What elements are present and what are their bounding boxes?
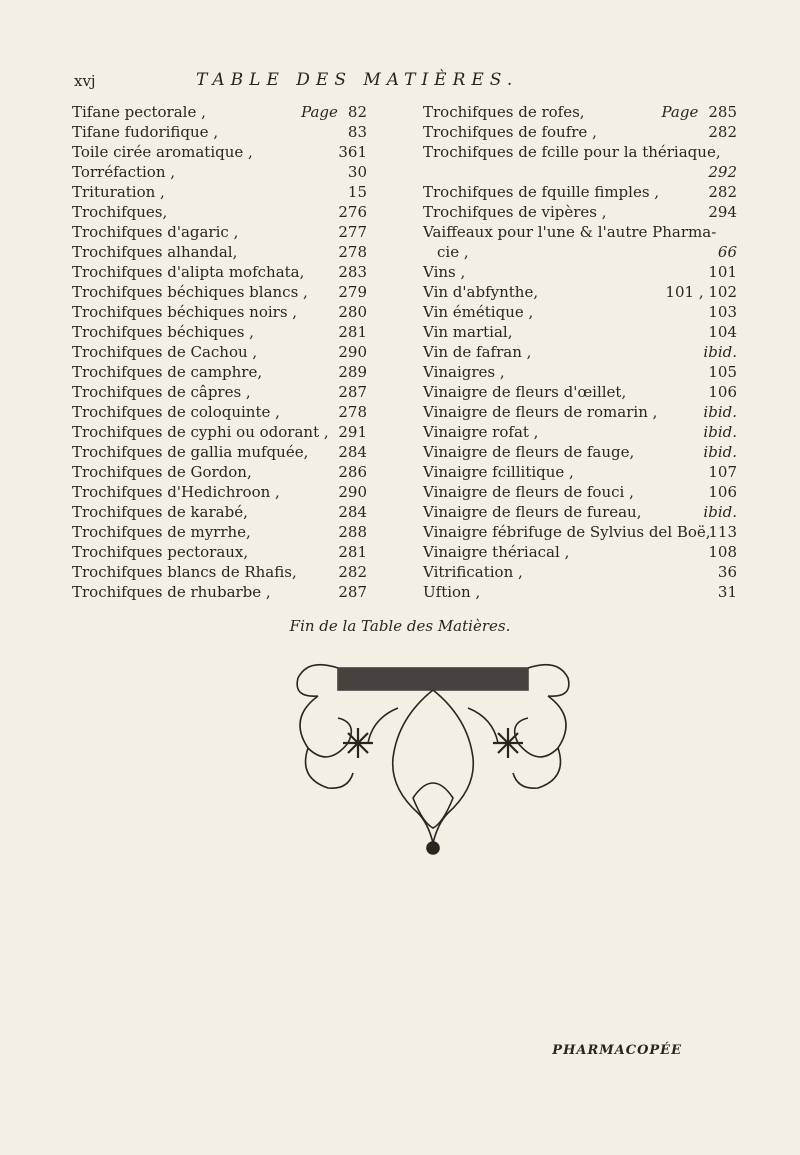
page-reference: 292: [708, 163, 737, 181]
index-entry: [423, 162, 737, 182]
entry-title: Vinaigre fébrifuge de Sylvius del Boë,: [423, 523, 711, 541]
entry-title: Vinaigre fcillitique ,: [423, 463, 574, 481]
page-reference: 286: [338, 463, 367, 481]
page-reference: 294: [708, 203, 737, 221]
entry-title: Trochifques de coloquinte ,: [72, 403, 280, 421]
entry-page: [703, 342, 737, 362]
index-entry: [423, 142, 737, 162]
entry-title: Trochifques pectoraux,: [72, 543, 249, 561]
index-entry: [423, 262, 737, 282]
entry-page: [718, 242, 737, 262]
index-entry: [72, 522, 367, 542]
index-entry: [423, 122, 737, 142]
running-title: TABLE DES MATIÈRES.: [196, 70, 519, 90]
entry-page: [338, 482, 367, 502]
index-entry: [72, 462, 367, 482]
page-reference: 101 , 102: [665, 283, 737, 301]
page-reference: 285: [708, 103, 737, 121]
entry-page: [338, 142, 367, 162]
entry-title: Trochifques de camphre,: [72, 363, 263, 381]
entry-title: Tifane fudorifique ,: [72, 123, 219, 141]
page-reference: 291: [338, 423, 367, 441]
entry-title: Vinaigre de fleurs de fauge,: [423, 443, 635, 461]
index-column-right: [423, 102, 737, 602]
index-entry: [423, 442, 737, 462]
entry-page: [718, 562, 737, 582]
entry-page: [708, 542, 737, 562]
page-reference: 283: [338, 263, 367, 281]
entry-title: Vinaigres ,: [423, 363, 505, 381]
page-reference: 287: [338, 383, 367, 401]
entry-title: Trochifques d'agaric ,: [72, 223, 239, 241]
entry-title: Trochifques de karabé,: [72, 503, 248, 521]
entry-page: [338, 222, 367, 242]
index-entry: [423, 302, 737, 322]
tailpiece-ornament: [278, 648, 588, 858]
index-entry: [423, 502, 737, 522]
entry-title: Trochifques béchiques noirs ,: [72, 303, 298, 321]
entry-title: Vins ,: [423, 263, 466, 281]
entry-page: [708, 302, 737, 322]
page-reference: 284: [338, 443, 367, 461]
entry-page: [338, 422, 367, 442]
entry-page: [338, 322, 367, 342]
entry-page: [338, 202, 367, 222]
entry-title: Trochifques alhandal,: [72, 243, 238, 261]
entry-title: Vinaigre de fleurs de romarin ,: [423, 403, 658, 421]
page-reference: 113: [708, 523, 737, 541]
page-reference: 36: [717, 563, 737, 581]
entry-page: [338, 462, 367, 482]
entry-page: [708, 462, 737, 482]
index-entry: [72, 402, 367, 422]
entry-page: [708, 482, 737, 502]
page-header: [74, 70, 734, 98]
entry-page: [338, 522, 367, 542]
page-reference: 361: [338, 143, 367, 161]
entry-page: [348, 182, 367, 202]
entry-page: [338, 342, 367, 362]
entry-title: Trochifques de myrrhe,: [72, 523, 251, 541]
entry-page: [708, 162, 737, 182]
entry-title: Vin d'abfynthe,: [423, 283, 539, 301]
index-entry: [423, 382, 737, 402]
page-reference: 106: [708, 383, 737, 401]
entry-title: Vinaigre de fleurs de fureau,: [423, 503, 642, 521]
entry-title: Trochifques,: [72, 203, 168, 221]
page-reference: 276: [338, 203, 367, 221]
index-entry: [72, 502, 367, 522]
entry-title: Trochifques de foufre ,: [423, 123, 597, 141]
entry-page: [338, 302, 367, 322]
entry-page: [338, 542, 367, 562]
index-entry: [72, 422, 367, 442]
entry-page: [703, 422, 737, 442]
page-reference: 31: [717, 583, 737, 601]
index-entry: [72, 322, 367, 342]
entry-title: Trochifques de Gordon,: [72, 463, 252, 481]
entry-page: [665, 282, 737, 302]
page-reference: ibid.: [703, 503, 737, 521]
index-entry: [72, 482, 367, 502]
entry-page: [338, 282, 367, 302]
entry-page: [708, 262, 737, 282]
page-reference: 284: [338, 503, 367, 521]
entry-page: [662, 102, 737, 122]
index-entry: [72, 282, 367, 302]
page-reference: 106: [708, 483, 737, 501]
page-reference: ibid.: [703, 443, 737, 461]
page-reference: 15: [347, 183, 367, 201]
page-reference: 282: [708, 183, 737, 201]
entry-title: Vin émétique ,: [423, 303, 534, 321]
page-reference: 83: [347, 123, 367, 141]
index-entry: [72, 362, 367, 382]
entry-page: [338, 382, 367, 402]
page-label: Page: [301, 103, 338, 121]
index-entry: [423, 582, 737, 602]
index-entry: [423, 422, 737, 442]
entry-page: [708, 322, 737, 342]
entry-title: Uftion ,: [423, 583, 481, 601]
page-reference: 104: [708, 323, 737, 341]
entry-title: Toile cirée aromatique ,: [72, 143, 253, 161]
entry-page: [338, 242, 367, 262]
page-reference: 82: [347, 103, 367, 121]
entry-title: Trochifques béchiques blancs ,: [72, 283, 308, 301]
index-entry: [423, 242, 737, 262]
entry-title: Trochifques béchiques ,: [72, 323, 254, 341]
page-reference: 278: [338, 243, 367, 261]
entry-title: Trochifques de fquille fimples ,: [423, 183, 660, 201]
entry-title: Vinaigre rofat ,: [423, 423, 539, 441]
entry-title: Vinaigre thériacal ,: [423, 543, 570, 561]
page-reference: ibid.: [703, 403, 737, 421]
page-reference: 290: [338, 483, 367, 501]
entry-page: [348, 122, 367, 142]
entry-title: Trochifques de Cachou ,: [72, 343, 258, 361]
entry-page: [338, 262, 367, 282]
entry-title: Trochifques de fcille pour la thériaque,: [423, 143, 721, 161]
entry-title: Vin martial,: [423, 323, 513, 341]
index-entry: [423, 482, 737, 502]
index-entry: [72, 562, 367, 582]
page-reference: 281: [338, 323, 367, 341]
index-entry: [423, 322, 737, 342]
page-reference: 290: [338, 343, 367, 361]
entry-title: Trochifques de gallia mufquée,: [72, 443, 309, 461]
entry-title: Trochifques de cyphi ou odorant ,: [72, 423, 329, 441]
index-entry: [72, 262, 367, 282]
entry-title: Trochifques d'Hedichroon ,: [72, 483, 280, 501]
entry-page: [703, 442, 737, 462]
page-reference: 103: [708, 303, 737, 321]
index-entry: [72, 102, 367, 122]
index-entry: [72, 442, 367, 462]
entry-page: [338, 562, 367, 582]
entry-page: [708, 122, 737, 142]
entry-page: [301, 102, 367, 122]
entry-page: [338, 362, 367, 382]
entry-page: [338, 502, 367, 522]
index-entry: [423, 402, 737, 422]
catchword: PHARMACOPÉE: [552, 1043, 682, 1058]
index-entry: [423, 462, 737, 482]
page-label: Page: [661, 103, 699, 121]
index-entry: [72, 542, 367, 562]
entry-title: Trochifques de rhubarbe ,: [72, 583, 271, 601]
index-entry: [423, 362, 737, 382]
index-entry: [72, 142, 367, 162]
index-entry: [72, 302, 367, 322]
entry-title: Vaiffeaux pour l'une & l'autre Pharma-: [423, 223, 717, 241]
index-entry: [72, 182, 367, 202]
index-entry: [72, 222, 367, 242]
entry-title: Vinaigre de fleurs de fouci ,: [423, 483, 634, 501]
page-reference: 289: [338, 363, 367, 381]
page-reference: 287: [338, 583, 367, 601]
entry-page: [708, 522, 737, 542]
entry-title: Vin de fafran ,: [423, 343, 532, 361]
page-reference: 288: [338, 523, 367, 541]
index-entry: [72, 202, 367, 222]
entry-page: [338, 402, 367, 422]
entry-page: [708, 362, 737, 382]
entry-title: Trochifques d'alipta mofchata,: [72, 263, 305, 281]
page-reference: 107: [708, 463, 737, 481]
page-reference: 280: [338, 303, 367, 321]
entry-title: Trochifques de vipères ,: [423, 203, 607, 221]
entry-title: Trochifques de rofes,: [423, 103, 585, 121]
index-entry: [72, 242, 367, 262]
entry-page: [703, 502, 737, 522]
index-column-left: [72, 102, 367, 602]
entry-title: Trochifques de câpres ,: [72, 383, 251, 401]
entry-title: Trituration ,: [72, 183, 165, 201]
page-reference: 282: [338, 563, 367, 581]
index-entry: [423, 342, 737, 362]
index-entry: [72, 382, 367, 402]
page-reference: 279: [338, 283, 367, 301]
index-entry: [423, 522, 737, 542]
entry-page: [348, 162, 367, 182]
page-reference: 105: [708, 363, 737, 381]
entry-title: Vinaigre de fleurs d'œillet,: [423, 383, 627, 401]
page-reference: 66: [717, 243, 737, 261]
entry-page: [703, 402, 737, 422]
index-entry: [423, 282, 737, 302]
entry-title: Vitrification ,: [423, 563, 523, 581]
entry-title: cie ,: [437, 243, 469, 261]
index-entry: [423, 562, 737, 582]
page-reference: 281: [338, 543, 367, 561]
index-entry: [423, 182, 737, 202]
entry-title: Torréfaction ,: [72, 163, 176, 181]
entry-page: [708, 202, 737, 222]
entry-page: [708, 182, 737, 202]
entry-page: [338, 442, 367, 462]
index-entry: [423, 102, 737, 122]
index-entry: [423, 202, 737, 222]
page-reference: 282: [708, 123, 737, 141]
page-reference: 30: [347, 163, 367, 181]
entry-page: [718, 582, 737, 602]
page-reference: 101: [708, 263, 737, 281]
entry-title: Tifane pectorale ,: [72, 103, 206, 121]
entry-page: [338, 582, 367, 602]
index-entry: [72, 122, 367, 142]
index-entry: [423, 222, 737, 242]
end-of-table-note: Fin de la Table des Matières.: [289, 617, 511, 635]
index-entry: [72, 342, 367, 362]
entry-page: [708, 382, 737, 402]
page-reference: 277: [338, 223, 367, 241]
page-reference: 278: [338, 403, 367, 421]
entry-title: Trochifques blancs de Rhafis,: [72, 563, 297, 581]
page-reference: ibid.: [703, 423, 737, 441]
index-entry: [423, 542, 737, 562]
page-reference: ibid.: [703, 343, 737, 361]
page-number: xvj: [74, 72, 96, 90]
page-reference: 108: [708, 543, 737, 561]
index-entry: [72, 582, 367, 602]
index-entry: [72, 162, 367, 182]
